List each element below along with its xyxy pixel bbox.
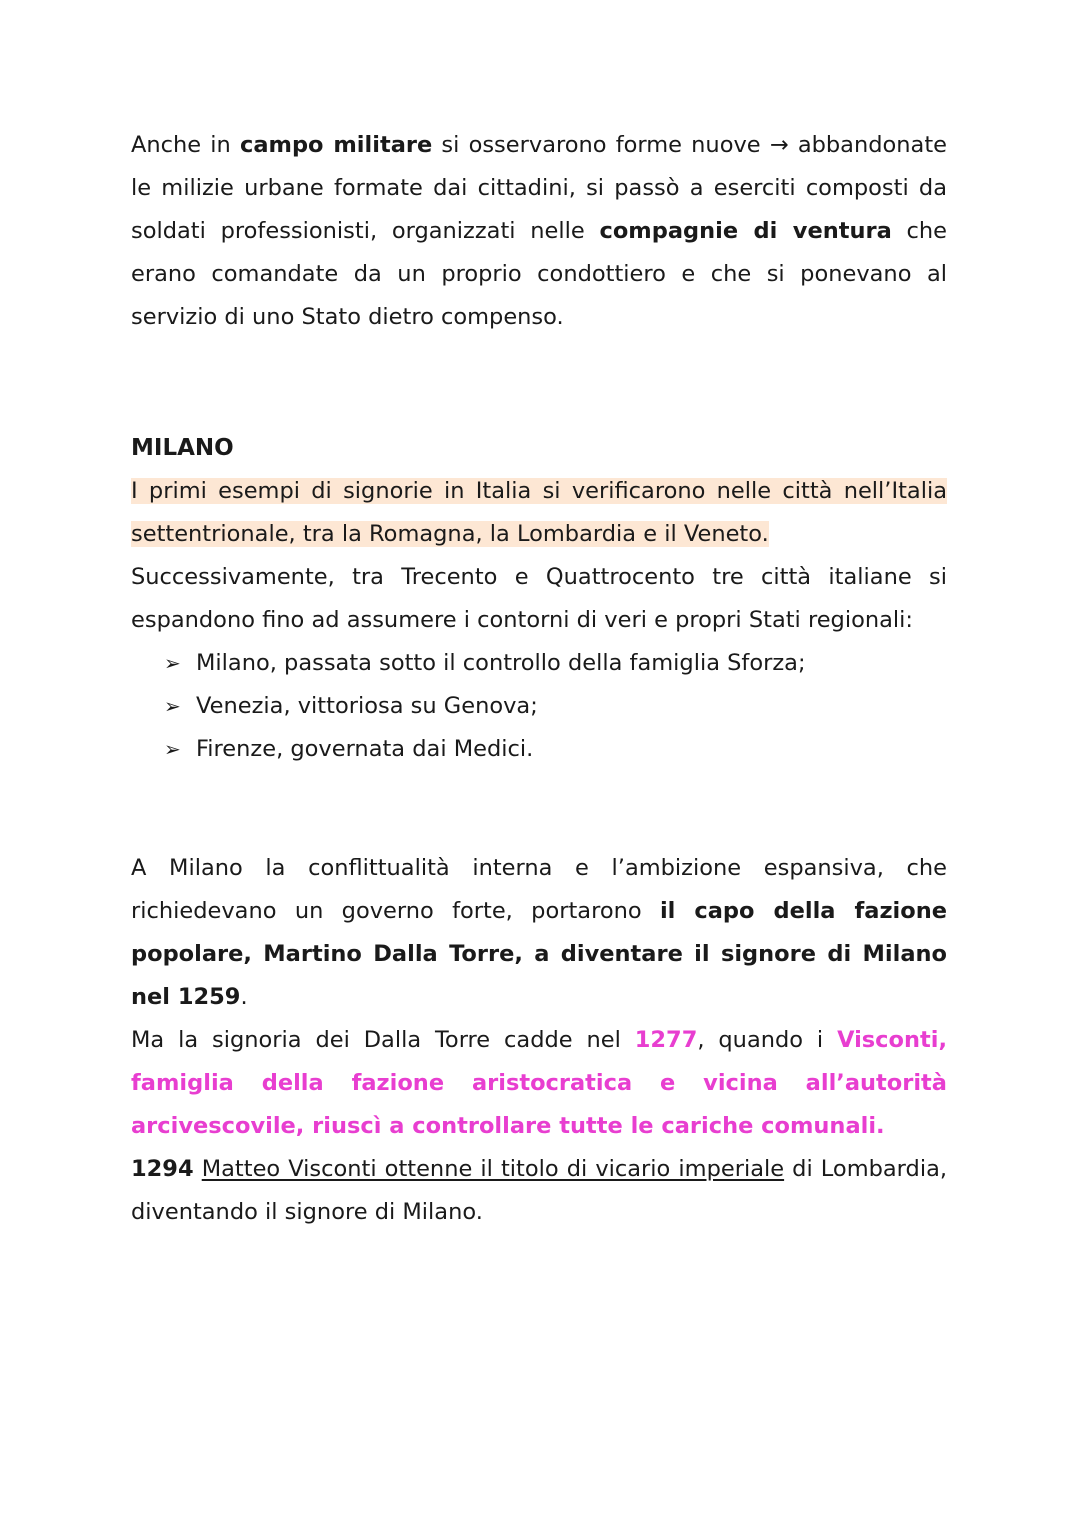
bold-campo-militare: campo militare xyxy=(239,132,433,158)
visconti-paragraph: Ma la signoria dei Dalla Torre cadde nel 1277, quando i Visconti, famiglia della fazione aristocratica e vicina all’autorità arcivescovile, riuscì a controllare tutte le cariche comunali. xyxy=(131,1027,948,1139)
bold-compagnie-di-ventura: compagnie di ventura xyxy=(599,218,892,244)
document-body xyxy=(131,124,947,1234)
list-item: ➢ Venezia, vittoriosa su Genova; xyxy=(164,685,947,728)
dalla-torre-paragraph: A Milano la conflittualità interna e l’ambizione espansiva, che richiedevano un governo forte, portarono il capo della fazione popolare, Martino Dalla Torre, a diventare il signore di Milano nel 1259. xyxy=(131,855,948,1010)
underlined-vicario-text: Matteo Visconti ottenne il titolo di vicario imperiale xyxy=(201,1156,785,1182)
matteo-visconti-paragraph: 1294 Matteo Visconti ottenne il titolo di vicario imperiale di Lombardia, diventando il signore di Milano. xyxy=(131,1156,948,1225)
arrow-bullet-icon: ➢ xyxy=(164,694,181,718)
section-heading-milano: MILANO xyxy=(131,435,234,461)
pink-year-1277: 1277 xyxy=(634,1027,698,1053)
city-list xyxy=(131,642,947,771)
intro-paragraph: Anche in campo militare si osservarono forme nuove → abbandonate le milizie urbane formate dai cittadini, si passò a eserciti composti da soldati professionisti, organizzati nelle compagnie di ventura che erano comandate da un proprio condottiero e che si ponevano al servizio di uno Stato dietro compenso. xyxy=(131,132,947,330)
highlighted-paragraph xyxy=(131,470,947,556)
pink-visconti-text: Visconti, famiglia della fazione aristocratica e vicina all’autorità arcivescovile, riuscì a controllare tutte le cariche comunali. xyxy=(131,1027,948,1139)
bold-martino-dalla-torre: il capo della fazione popolare, Martino Dalla Torre, a diventare il signore di Milano nel 1259 xyxy=(131,898,948,1010)
bold-year-1294: 1294 xyxy=(131,1156,194,1182)
highlighted-text: I primi esempi di signorie in Italia si verificarono nelle città nell’Italia settentrionale, tra la Romagna, la Lombardia e il Veneto. xyxy=(131,478,947,547)
regional-states-paragraph: Successivamente, tra Trecento e Quattrocento tre città italiane si espandono fino ad assumere i contorni di veri e propri Stati regionali: xyxy=(131,564,947,633)
list-item: ➢ Milano, passata sotto il controllo della famiglia Sforza; xyxy=(164,642,947,685)
list-item: ➢ Firenze, governata dai Medici. xyxy=(164,728,947,771)
arrow-bullet-icon: ➢ xyxy=(164,737,181,761)
arrow-bullet-icon: ➢ xyxy=(164,651,181,675)
